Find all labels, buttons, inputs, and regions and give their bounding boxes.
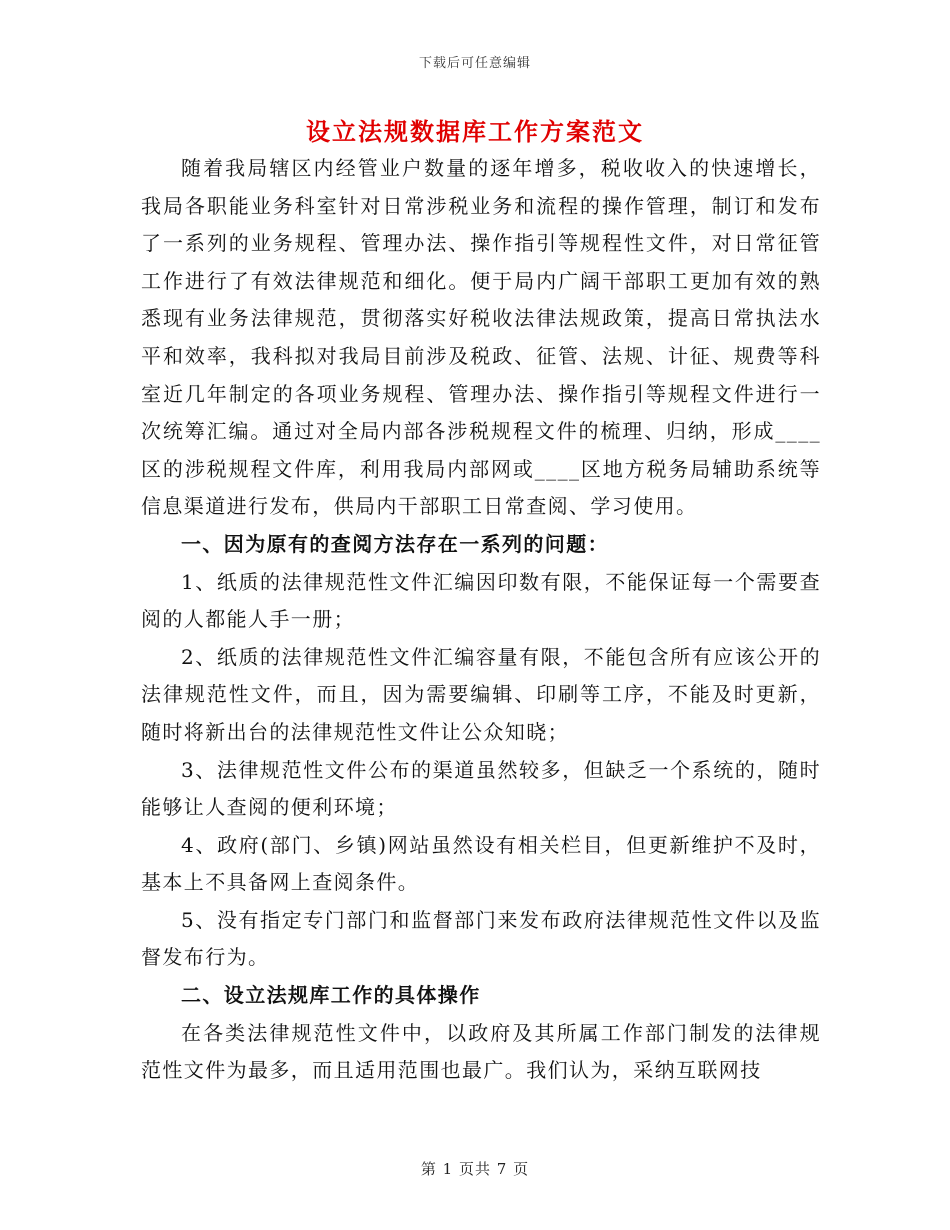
body-paragraph: 4、政府(部门、乡镇)网站虽然设有相关栏目，但更新维护不及时，基本上不具备网上查阅条件。 <box>141 832 821 895</box>
body-paragraph: 2、纸质的法律规范性文件汇编容量有限，不能包含所有应该公开的法律规范性文件，而且，因为需要编辑、印刷等工序，不能及时更新，随时将新出台的法律规范性文件让公众知晓； <box>141 644 821 744</box>
document-body <box>141 150 821 1090</box>
body-paragraph: 随着我局辖区内经管业户数量的逐年增多，税收收入的快速增长，我局各职能业务科室针对日常涉税业务和流程的操作管理，制订和发布了一系列的业务规程、管理办法、操作指引等规程性文件，对日常征管工作进行了有效法律规范和细化。便于局内广阔干部职工更加有效的熟悉现有业务法律规范，贯彻落实好税收法律法规政策，提高日常执法水平和效率，我科拟对我局目前涉及税政、征管、法规、计征、规费等科室近几年制定的各项业务规程、管理办法、操作指引等规程文件进行一次统筹汇编。通过对全局内部各涉税规程文件的梳理、归纳，形成____区的涉税规程文件库，利用我局内部网或____区地方税务局辅助系统等信息渠道进行发布，供局内干部职工日常查阅、学习使用。 <box>141 156 821 519</box>
page-header-note: 下载后可任意编辑 <box>418 56 531 71</box>
body-paragraph: 1、纸质的法律规范性文件汇编因印数有限，不能保证每一个需要查阅的人都能人手一册； <box>141 569 821 632</box>
page-footer: 第 1 页共 7 页 <box>420 1160 530 1178</box>
body-paragraph: 5、没有指定专门部门和监督部门来发布政府法律规范性文件以及监督发布行为。 <box>141 907 821 970</box>
section-heading: 二、设立法规库工作的具体操作 <box>181 983 481 1008</box>
body-paragraph: 3、法律规范性文件公布的渠道虽然较多，但缺乏一个系统的，随时能够让人查阅的便利环境； <box>141 757 821 820</box>
document-title: 设立法规数据库工作方案范文 <box>306 117 644 146</box>
section-heading: 一、因为原有的查阅方法存在一系列的问题： <box>181 531 609 556</box>
body-paragraph: 在各类法律规范性文件中，以政府及其所属工作部门制发的法律规范性文件为最多，而且适用范围也最广。我们认为，采纳互联网技 <box>141 1020 821 1083</box>
